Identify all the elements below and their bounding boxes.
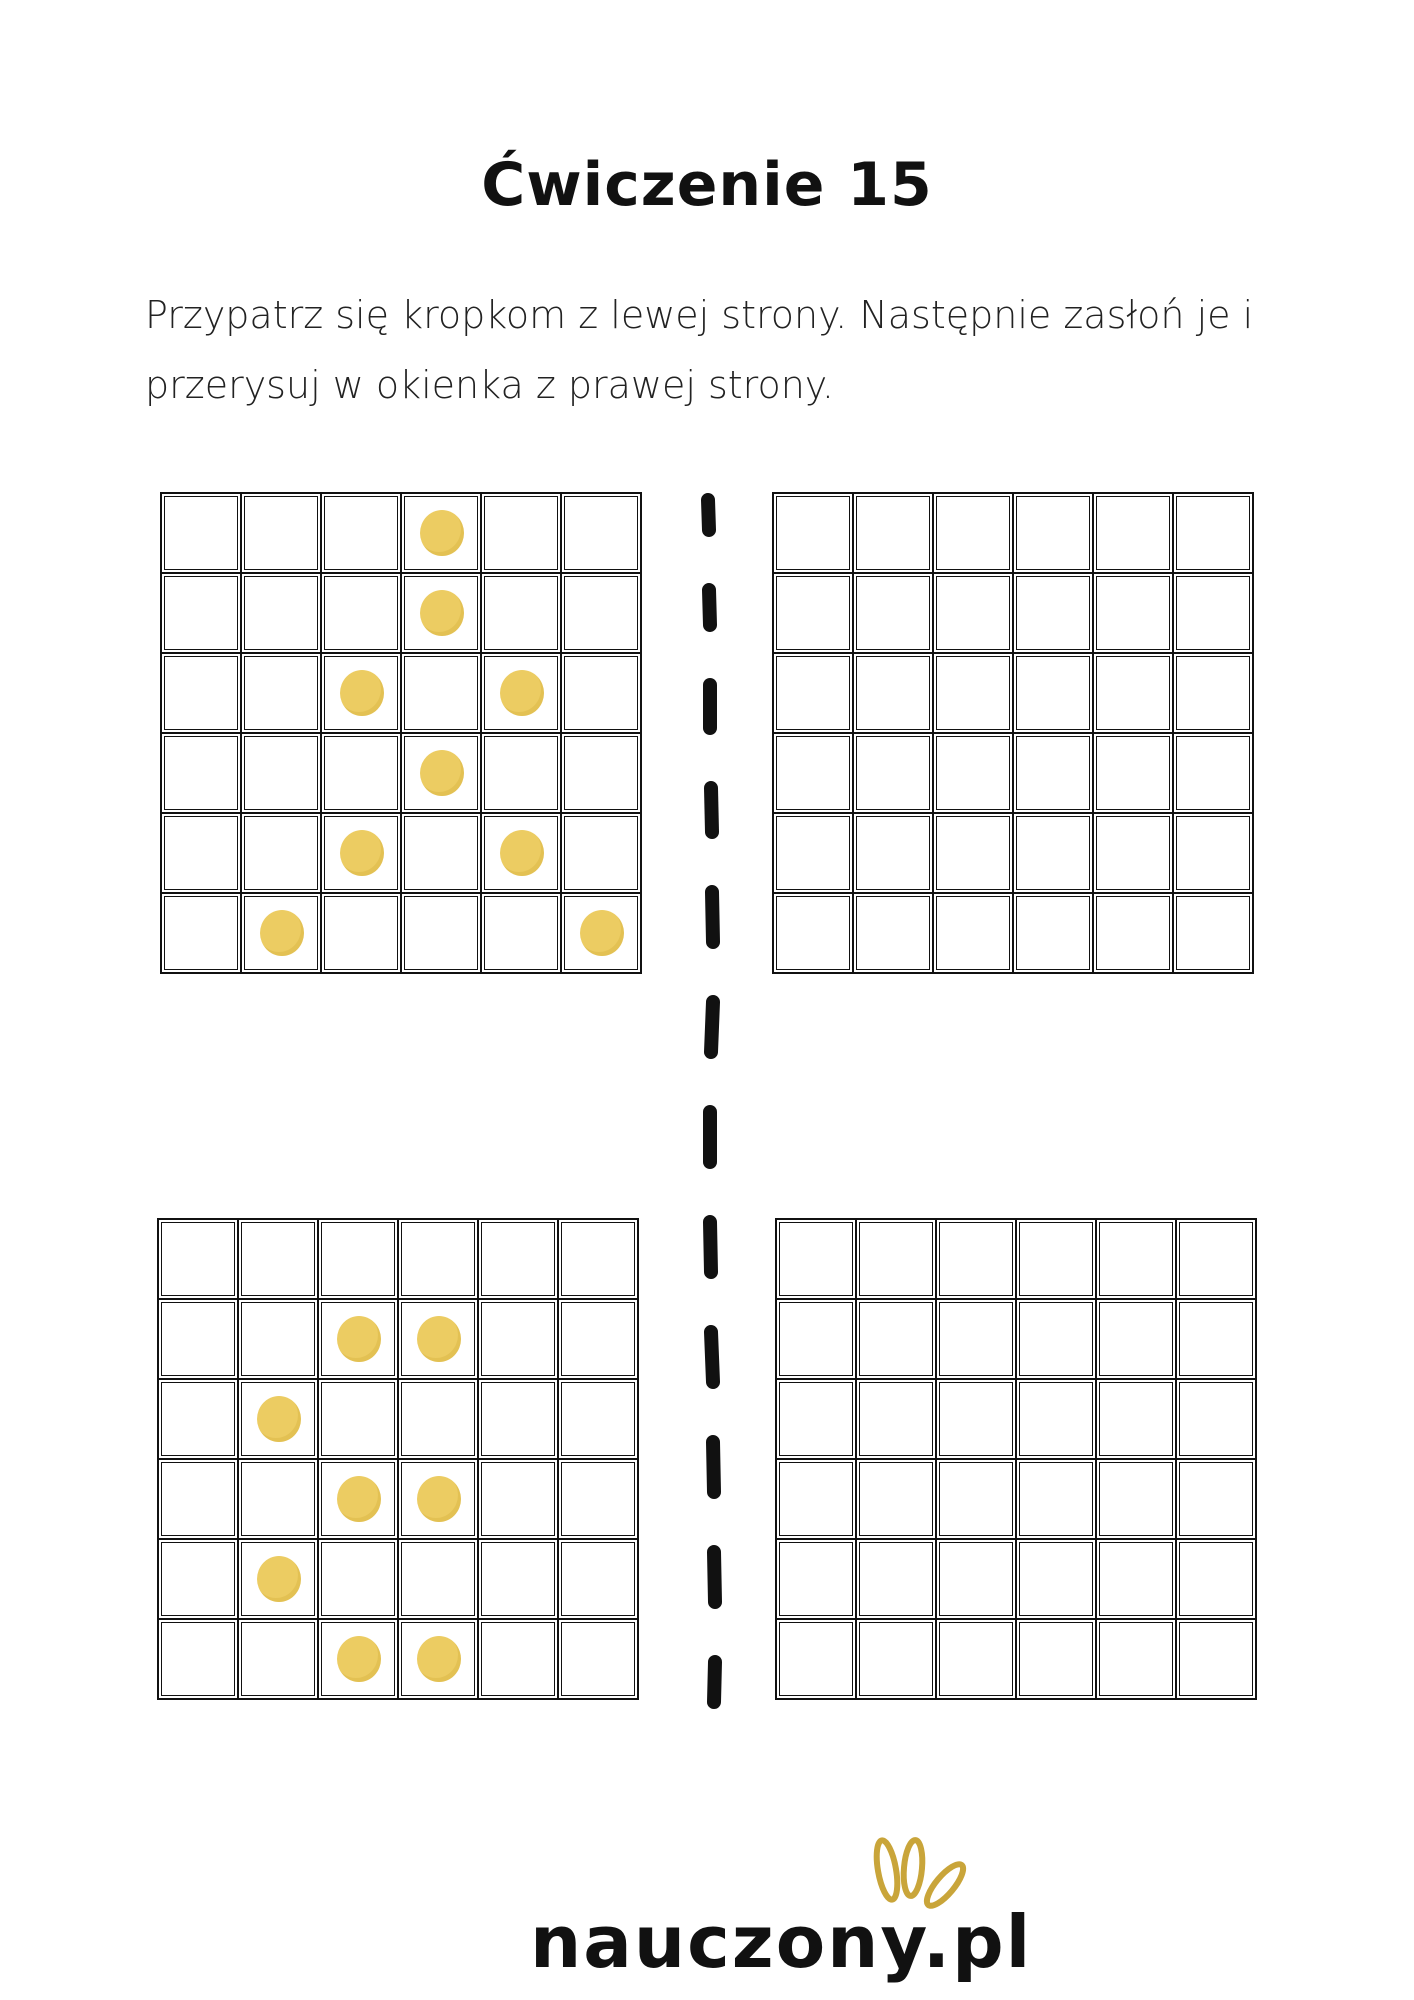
yellow-dot: [337, 1316, 381, 1362]
pattern-grid-bottom-left: [157, 1218, 639, 1700]
grid-cell: [399, 1620, 479, 1700]
grid-cell: [559, 1300, 639, 1380]
grid-cell: [322, 654, 402, 734]
grid-cell: [239, 1300, 319, 1380]
grid-cell[interactable]: [854, 734, 934, 814]
grid-cell: [239, 1620, 319, 1700]
grid-cell: [402, 814, 482, 894]
grid-cell[interactable]: [934, 574, 1014, 654]
grid-cell[interactable]: [1177, 1380, 1257, 1460]
grid-cell: [562, 574, 642, 654]
grid-cell[interactable]: [1094, 814, 1174, 894]
grid-cell: [399, 1300, 479, 1380]
drawing-grid-top-right[interactable]: [772, 492, 1254, 974]
grid-cell[interactable]: [1017, 1540, 1097, 1620]
grid-cell: [322, 814, 402, 894]
grid-cell: [319, 1380, 399, 1460]
page-title: Ćwiczenie 15: [481, 150, 933, 220]
grid-cell[interactable]: [774, 494, 854, 574]
grid-cell[interactable]: [1097, 1620, 1177, 1700]
grid-cell[interactable]: [934, 494, 1014, 574]
grid-cell[interactable]: [1177, 1460, 1257, 1540]
grid-cell[interactable]: [857, 1540, 937, 1620]
grid-cell: [562, 654, 642, 734]
grid-cell: [482, 654, 562, 734]
grid-cell: [402, 494, 482, 574]
grid-cell: [319, 1540, 399, 1620]
grid-cell[interactable]: [937, 1300, 1017, 1380]
grid-cell: [482, 494, 562, 574]
grid-cell[interactable]: [854, 654, 934, 734]
grid-cell[interactable]: [1177, 1540, 1257, 1620]
grid-cell[interactable]: [774, 734, 854, 814]
yellow-dot: [340, 830, 384, 876]
grid-cell: [559, 1380, 639, 1460]
grid-cell[interactable]: [1097, 1540, 1177, 1620]
grid-cell: [159, 1620, 239, 1700]
grid-cell: [242, 494, 322, 574]
grid-cell[interactable]: [1014, 494, 1094, 574]
grid-cell: [479, 1220, 559, 1300]
grid-cell[interactable]: [1174, 814, 1254, 894]
yellow-dot: [420, 510, 464, 556]
grid-cell: [482, 734, 562, 814]
grid-cell: [242, 814, 322, 894]
grid-cell[interactable]: [774, 814, 854, 894]
grid-cell: [322, 574, 402, 654]
logo-text: nauczony.pl: [530, 1900, 1033, 1984]
grid-cell[interactable]: [1017, 1220, 1097, 1300]
grid-cell: [562, 734, 642, 814]
grid-cell: [322, 734, 402, 814]
grid-cell[interactable]: [857, 1380, 937, 1460]
yellow-dot: [417, 1476, 461, 1522]
grid-cell: [242, 894, 322, 974]
yellow-dot: [417, 1636, 461, 1682]
grid-cell[interactable]: [857, 1460, 937, 1540]
grid-cell: [239, 1220, 319, 1300]
grid-cell: [402, 894, 482, 974]
grid-cell[interactable]: [937, 1220, 1017, 1300]
grid-cell: [242, 734, 322, 814]
grid-cell: [482, 894, 562, 974]
grid-cell: [322, 894, 402, 974]
grid-cell: [402, 574, 482, 654]
instructions-line-1: Przypatrz się kropkom z lewej strony. Następnie zasłoń je i: [145, 293, 1254, 337]
grid-cell: [399, 1220, 479, 1300]
grid-cell[interactable]: [854, 494, 934, 574]
grid-cell[interactable]: [934, 894, 1014, 974]
grid-cell[interactable]: [1174, 574, 1254, 654]
grid-cell[interactable]: [937, 1460, 1017, 1540]
grid-cell: [319, 1620, 399, 1700]
grid-cell[interactable]: [774, 574, 854, 654]
grid-cell[interactable]: [937, 1620, 1017, 1700]
grid-cell: [559, 1540, 639, 1620]
grid-cell[interactable]: [937, 1380, 1017, 1460]
grid-cell: [402, 734, 482, 814]
grid-cell: [559, 1220, 639, 1300]
grid-cell: [239, 1380, 319, 1460]
grid-cell: [159, 1300, 239, 1380]
grid-cell[interactable]: [857, 1300, 937, 1380]
grid-cell[interactable]: [1174, 494, 1254, 574]
grid-cell[interactable]: [1177, 1220, 1257, 1300]
yellow-dot: [420, 590, 464, 636]
grid-cell[interactable]: [854, 814, 934, 894]
grid-cell[interactable]: [1014, 654, 1094, 734]
grid-cell: [319, 1460, 399, 1540]
grid-cell[interactable]: [1017, 1460, 1097, 1540]
grid-cell[interactable]: [1014, 894, 1094, 974]
grid-cell[interactable]: [934, 734, 1014, 814]
grid-cell: [239, 1540, 319, 1620]
grid-cell[interactable]: [1014, 734, 1094, 814]
grid-cell[interactable]: [1094, 734, 1174, 814]
grid-cell: [479, 1540, 559, 1620]
grid-cell[interactable]: [1097, 1220, 1177, 1300]
grid-cell[interactable]: [1097, 1300, 1177, 1380]
grid-cell[interactable]: [777, 1460, 857, 1540]
yellow-dot: [260, 910, 304, 956]
instructions-line-2: przerysuj w okienka z prawej strony.: [145, 363, 834, 407]
grid-cell[interactable]: [774, 654, 854, 734]
grid-cell: [479, 1460, 559, 1540]
grid-cell[interactable]: [1174, 654, 1254, 734]
yellow-dot: [500, 830, 544, 876]
instructions: [145, 280, 1285, 420]
grid-cell[interactable]: [777, 1620, 857, 1700]
grid-cell: [162, 894, 242, 974]
grid-cell[interactable]: [777, 1380, 857, 1460]
grid-cell[interactable]: [1177, 1300, 1257, 1380]
drawing-grid-bottom-right[interactable]: [775, 1218, 1257, 1700]
grid-cell: [239, 1460, 319, 1540]
grid-cell: [162, 654, 242, 734]
yellow-dot: [337, 1476, 381, 1522]
yellow-dot: [417, 1316, 461, 1362]
grid-cell[interactable]: [934, 814, 1014, 894]
grid-cell: [479, 1380, 559, 1460]
grid-cell[interactable]: [777, 1220, 857, 1300]
grid-cell: [242, 654, 322, 734]
grid-cell: [159, 1220, 239, 1300]
grid-cell[interactable]: [1017, 1380, 1097, 1460]
yellow-dot: [420, 750, 464, 796]
grid-cell: [562, 814, 642, 894]
grid-cell: [402, 654, 482, 734]
grid-cell[interactable]: [777, 1300, 857, 1380]
grid-cell[interactable]: [777, 1540, 857, 1620]
grid-cell: [559, 1460, 639, 1540]
yellow-dot: [580, 910, 624, 956]
grid-cell[interactable]: [1094, 574, 1174, 654]
grid-cell[interactable]: [1017, 1620, 1097, 1700]
grid-cell: [162, 494, 242, 574]
grid-cell: [479, 1620, 559, 1700]
grid-cell: [319, 1220, 399, 1300]
yellow-dot: [500, 670, 544, 716]
grid-cell: [399, 1460, 479, 1540]
grid-cell[interactable]: [1094, 494, 1174, 574]
dashed-divider: [680, 490, 740, 1720]
pattern-grid-top-left: [160, 492, 642, 974]
grid-cell: [159, 1460, 239, 1540]
grid-cell[interactable]: [774, 894, 854, 974]
yellow-dot: [340, 670, 384, 716]
grid-cell: [482, 574, 562, 654]
grid-cell: [562, 894, 642, 974]
grid-cell: [162, 734, 242, 814]
grid-cell[interactable]: [1014, 574, 1094, 654]
logo: [520, 1830, 1033, 1990]
grid-cell: [479, 1300, 559, 1380]
grid-cell: [399, 1540, 479, 1620]
grid-cell[interactable]: [1017, 1300, 1097, 1380]
grid-cell: [482, 814, 562, 894]
grid-cell: [319, 1300, 399, 1380]
grid-cell[interactable]: [854, 574, 934, 654]
grid-cell: [159, 1540, 239, 1620]
grid-cell[interactable]: [1014, 814, 1094, 894]
yellow-dot: [257, 1396, 301, 1442]
grid-cell[interactable]: [857, 1620, 937, 1700]
grid-cell[interactable]: [934, 654, 1014, 734]
yellow-dot: [337, 1636, 381, 1682]
grid-cell: [162, 814, 242, 894]
grid-cell: [559, 1620, 639, 1700]
yellow-dot: [257, 1556, 301, 1602]
grid-cell[interactable]: [937, 1540, 1017, 1620]
grid-cell: [562, 494, 642, 574]
grid-cell: [322, 494, 402, 574]
grid-cell: [399, 1380, 479, 1460]
grid-cell[interactable]: [1094, 894, 1174, 974]
grid-cell: [159, 1380, 239, 1460]
grid-cell[interactable]: [1097, 1460, 1177, 1540]
grid-cell[interactable]: [1097, 1380, 1177, 1460]
grid-cell: [162, 574, 242, 654]
grid-cell[interactable]: [857, 1220, 937, 1300]
grid-cell[interactable]: [1174, 734, 1254, 814]
grid-cell[interactable]: [1174, 894, 1254, 974]
grid-cell[interactable]: [1177, 1620, 1257, 1700]
grid-cell: [242, 574, 322, 654]
grid-cell[interactable]: [1094, 654, 1174, 734]
grid-cell[interactable]: [854, 894, 934, 974]
